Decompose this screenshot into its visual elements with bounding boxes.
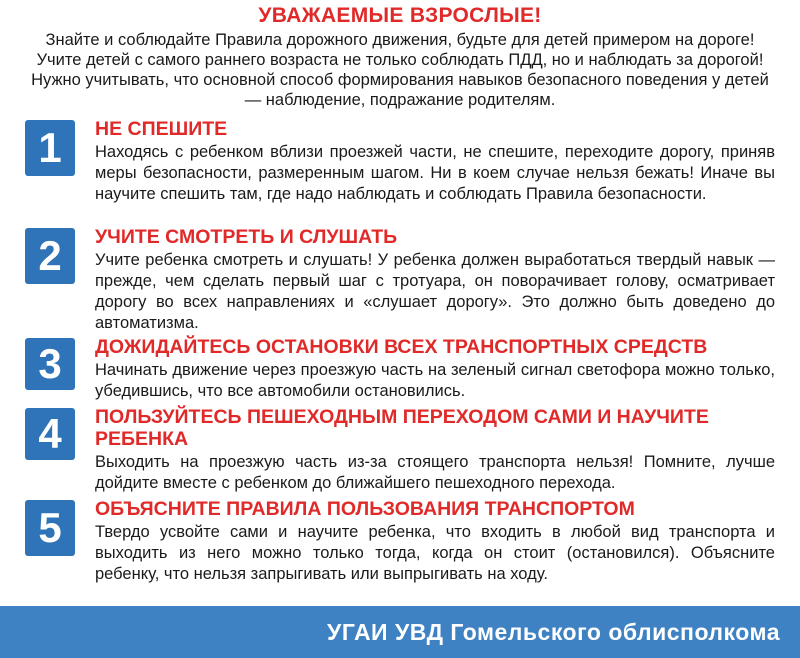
footer-organization: УГАИ УВД Гомельского облисполкома xyxy=(327,619,780,645)
rule-heading: УЧИТЕ СМОТРЕТЬ И СЛУШАТЬ xyxy=(95,226,398,248)
rule-number-badge: 2 xyxy=(25,228,75,284)
rule-text: Находясь с ребенком вблизи проезжей части, не спешите, переходите дорогу, приняв меры безопасности, размеренным шагом. Ни в коем случае нельзя бежать! Иначе вы научите спешить там, где надо наблюдать и соблюдать Правила безопасности. xyxy=(95,143,775,203)
rule-text: Выходить на проезжую часть из-за стоящего транспорта нельзя! Помните, лучше дойдите вместе с ребенком до ближайшего пешеходного перехода. xyxy=(95,453,775,492)
rule-text: Учите ребенка смотреть и слушать! У ребенка должен выработаться твердый навык — прежде, чем сделать первый шаг с тротуара, он поворачивает голову, осматривает дорогу во всех направлениях и «слушает дорогу». Это должно быть доведено до автоматизма. xyxy=(95,251,775,332)
rule-heading: НЕ СПЕШИТЕ xyxy=(95,118,228,140)
rule-number-badge: 5 xyxy=(25,500,75,556)
rule-text: Твердо усвойте сами и научите ребенка, что входить в любой вид транспорта и выходить из него можно только тогда, когда он стоит (остановился). Объясните ребенку, что нельзя запрыгивать или выпрыгивать на ходу. xyxy=(95,523,775,583)
rule-number-badge: 3 xyxy=(25,338,75,390)
rule-number-badge: 4 xyxy=(25,408,75,460)
rule-heading: ДОЖИДАЙТЕСЬ ОСТАНОВКИ ВСЕХ ТРАНСПОРТНЫХ СРЕДСТВ xyxy=(95,336,708,358)
footer-banner xyxy=(0,606,800,658)
rule-text: Начинать движение через проезжую часть на зеленый сигнал светофора можно только, убедившись, что все автомобили остановились. xyxy=(95,361,775,400)
page-title: УВАЖАЕМЫЕ ВЗРОСЛЫЕ! xyxy=(258,4,542,27)
intro-paragraph: Знайте и соблюдайте Правила дорожного движения, будьте для детей примером на дороге! Учите детей с самого раннего возраста не только соблюдать ПДД, но и наблюдать за дорогой! Нужно учитывать, что основной способ формирования навыков безопасного поведения у детей — наблюдение, подражание родителям. xyxy=(31,31,769,109)
rule-heading: ПОЛЬЗУЙТЕСЬ ПЕШЕХОДНЫМ ПЕРЕХОДОМ САМИ И НАУЧИТЕ РЕБЕНКА xyxy=(95,406,709,450)
rule-number-badge: 1 xyxy=(25,120,75,176)
rule-heading: ОБЪЯСНИТЕ ПРАВИЛА ПОЛЬЗОВАНИЯ ТРАНСПОРТОМ xyxy=(95,498,635,520)
